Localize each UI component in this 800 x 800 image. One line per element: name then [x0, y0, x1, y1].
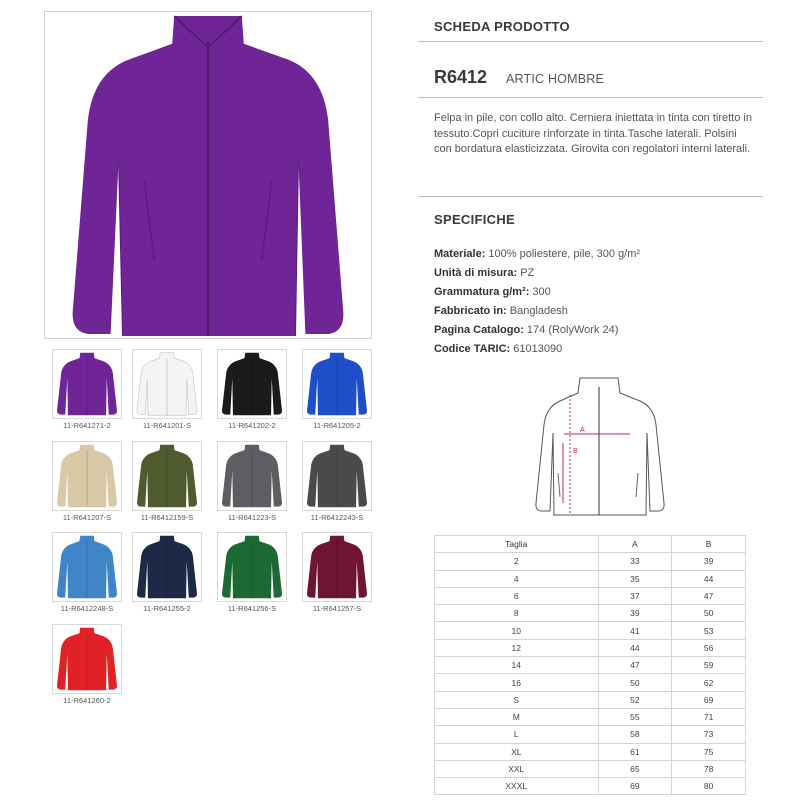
- table-cell: 6: [435, 587, 599, 604]
- jacket-thumbnail-graphic: [53, 442, 121, 510]
- jacket-thumbnail-graphic: [303, 350, 371, 418]
- table-cell: 58: [598, 726, 672, 743]
- table-cell: 69: [598, 778, 672, 795]
- spec-row: [434, 343, 562, 355]
- spec-label: Materiale:: [434, 248, 486, 260]
- measurement-diagram: [530, 373, 670, 521]
- product-description: Felpa in pile, con collo alto. Cerniera iniettata in tinta con tiretto in tessuto.Copri cuciture rinforzate in tinta.Tasche laterali. Polsini con bordatura elasticizzata. Girovita con regolatori interni laterali.: [434, 112, 752, 155]
- table-cell: 80: [672, 778, 746, 795]
- section-title-scheda: SCHEDA PRODOTTO: [434, 19, 570, 34]
- table-row: [435, 726, 746, 743]
- color-thumbnail[interactable]: [217, 349, 287, 419]
- table-row: [435, 708, 746, 725]
- table-cell: XL: [435, 743, 599, 760]
- spec-row: [434, 324, 618, 336]
- size-table: [434, 535, 746, 795]
- table-cell: 16: [435, 674, 599, 691]
- table-row: [435, 639, 746, 656]
- divider: [418, 41, 763, 42]
- table-cell: 50: [598, 674, 672, 691]
- spec-label: Grammatura g/m²:: [434, 286, 530, 298]
- table-cell: 4: [435, 570, 599, 587]
- spec-value: 174 (RolyWork 24): [526, 324, 619, 336]
- table-cell: 44: [598, 639, 672, 656]
- table-cell: 39: [598, 605, 672, 622]
- table-cell: 65: [598, 760, 672, 777]
- color-thumbnail[interactable]: [52, 349, 122, 419]
- jacket-thumbnail-graphic: [218, 533, 286, 601]
- table-cell: 53: [672, 622, 746, 639]
- thumbnail-code: 11-R641223-S: [227, 513, 277, 522]
- table-row: [435, 674, 746, 691]
- color-thumbnail[interactable]: [302, 349, 372, 419]
- thumbnail-code: 11-R6412243-S: [310, 513, 364, 522]
- size-table-header: B: [672, 536, 746, 553]
- size-table-header: A: [598, 536, 672, 553]
- table-cell: 2: [435, 553, 599, 570]
- table-cell: 62: [672, 674, 746, 691]
- table-cell: 12: [435, 639, 599, 656]
- table-cell: L: [435, 726, 599, 743]
- thumbnail-code: 11-R641257-S: [312, 604, 362, 613]
- jacket-thumbnail-graphic: [303, 533, 371, 601]
- thumbnail-code: 11-R641255-2: [143, 604, 191, 613]
- jacket-thumbnail-graphic: [133, 533, 201, 601]
- table-cell: 37: [598, 587, 672, 604]
- table-cell: 56: [672, 639, 746, 656]
- color-thumbnail[interactable]: [52, 532, 122, 602]
- table-cell: 47: [598, 657, 672, 674]
- jacket-thumbnail-graphic: [133, 350, 201, 418]
- table-cell: 52: [598, 691, 672, 708]
- spec-row: [434, 286, 551, 298]
- color-thumbnail[interactable]: [302, 532, 372, 602]
- color-thumbnail[interactable]: [52, 441, 122, 511]
- table-cell: 78: [672, 760, 746, 777]
- table-cell: 71: [672, 708, 746, 725]
- table-cell: 50: [672, 605, 746, 622]
- table-cell: 69: [672, 691, 746, 708]
- jacket-thumbnail-graphic: [133, 442, 201, 510]
- table-cell: 47: [672, 587, 746, 604]
- jacket-thumbnail-graphic: [218, 350, 286, 418]
- main-product-image[interactable]: [44, 11, 372, 339]
- table-cell: 39: [672, 553, 746, 570]
- thumbnail-code: 11-R641201-S: [142, 421, 192, 430]
- table-cell: XXXL: [435, 778, 599, 795]
- color-thumbnail[interactable]: [217, 441, 287, 511]
- thumbnail-code: 11-R6412248-S: [60, 604, 114, 613]
- table-cell: 59: [672, 657, 746, 674]
- table-cell: 14: [435, 657, 599, 674]
- table-cell: 55: [598, 708, 672, 725]
- thumbnail-code: 11-R641205-2: [313, 421, 361, 430]
- color-thumbnail[interactable]: [132, 532, 202, 602]
- spec-row: [434, 267, 534, 279]
- table-row: [435, 760, 746, 777]
- spec-row: [434, 248, 640, 260]
- table-cell: S: [435, 691, 599, 708]
- spec-label: Codice TARIC:: [434, 343, 511, 355]
- spec-value: Bangladesh: [509, 305, 568, 317]
- table-row: [435, 570, 746, 587]
- table-row: [435, 553, 746, 570]
- divider: [418, 196, 763, 197]
- jacket-thumbnail-graphic: [303, 442, 371, 510]
- color-thumbnail[interactable]: [52, 624, 122, 694]
- table-cell: 44: [672, 570, 746, 587]
- table-row: [435, 743, 746, 760]
- table-row: [435, 622, 746, 639]
- table-cell: 61: [598, 743, 672, 760]
- jacket-thumbnail-graphic: [53, 350, 121, 418]
- table-row: [435, 605, 746, 622]
- spec-value: 300: [532, 286, 551, 298]
- thumbnail-code: 11-R641202-2: [228, 421, 276, 430]
- product-name: ARTIC HOMBRE: [506, 72, 605, 86]
- spec-value: PZ: [520, 267, 535, 279]
- table-row: [435, 587, 746, 604]
- color-thumbnail[interactable]: [217, 532, 287, 602]
- thumbnail-code: 11-R641207-S: [62, 513, 112, 522]
- jacket-thumbnail-graphic: [218, 442, 286, 510]
- color-thumbnail[interactable]: [132, 441, 202, 511]
- table-cell: 75: [672, 743, 746, 760]
- diagram-label-b: B: [573, 448, 578, 455]
- spec-label: Unità di misura:: [434, 267, 518, 279]
- table-cell: 8: [435, 605, 599, 622]
- table-cell: 73: [672, 726, 746, 743]
- spec-label: Pagina Catalogo:: [434, 324, 524, 336]
- diagram-label-a: A: [580, 427, 585, 434]
- jacket-thumbnail-graphic: [53, 625, 121, 693]
- table-cell: 41: [598, 622, 672, 639]
- jacket-main-graphic: [45, 12, 371, 338]
- table-row: [435, 657, 746, 674]
- product-code: R6412: [434, 67, 488, 87]
- color-thumbnail[interactable]: [132, 349, 202, 419]
- table-cell: 10: [435, 622, 599, 639]
- color-thumbnail[interactable]: [302, 441, 372, 511]
- thumbnail-code: 11-R6412159-S: [140, 513, 194, 522]
- spec-value: 100% poliestere, pile, 300 g/m²: [488, 248, 641, 260]
- thumbnail-code: 11-R641260-2: [63, 696, 111, 705]
- jacket-thumbnail-graphic: [53, 533, 121, 601]
- section-title-specifiche: SPECIFICHE: [434, 212, 516, 227]
- table-cell: 35: [598, 570, 672, 587]
- table-cell: M: [435, 708, 599, 725]
- table-cell: XXL: [435, 760, 599, 777]
- table-row: [435, 691, 746, 708]
- spec-value: 61013090: [513, 343, 563, 355]
- spec-row: [434, 305, 568, 317]
- divider: [418, 97, 763, 98]
- thumbnail-code: 11-R641271-2: [63, 421, 111, 430]
- thumbnail-code: 11-R641256-S: [227, 604, 277, 613]
- table-row: [435, 778, 746, 795]
- size-table-header: Taglia: [435, 536, 599, 553]
- spec-label: Fabbricato in:: [434, 305, 507, 317]
- table-cell: 33: [598, 553, 672, 570]
